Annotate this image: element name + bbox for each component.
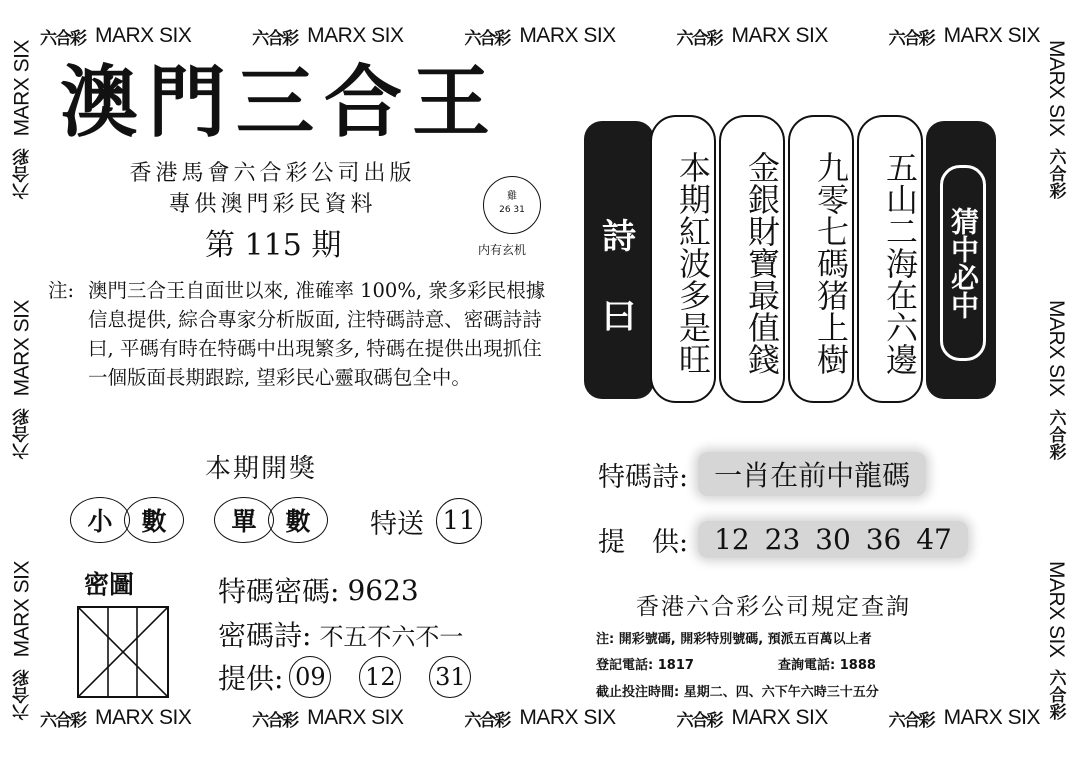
secret-chart-label: 密圖 <box>84 570 135 599</box>
poem-line: 五山二海在六邊 <box>881 151 919 375</box>
secret-poem-label: 密碼詩: <box>218 619 312 652</box>
issue-number: 第 115 期 <box>205 228 342 263</box>
watermark-logo: 六合彩 <box>888 28 934 49</box>
rules-note: 注: 開彩號碼, 開彩特別號碼, 預派五百萬以上者 <box>596 632 872 647</box>
watermark-text: MARX SIX <box>10 40 33 137</box>
watermark-bottom <box>40 700 1040 736</box>
watermark-logo: 六合彩 <box>1045 408 1066 460</box>
watermark-text: MARX SIX <box>943 24 1040 47</box>
watermark-logo: 六合彩 <box>676 710 722 731</box>
secret-code-label: 特碼密碼: <box>218 575 340 608</box>
watermark-text: MARX SIX <box>519 706 616 729</box>
watermark-text: MARX SIX <box>307 24 404 47</box>
watermark-logo: 六合彩 <box>252 28 298 49</box>
oval-number: 數 <box>124 497 184 543</box>
seal-zodiac: 雞 <box>507 191 517 202</box>
watermark-unit <box>40 706 191 731</box>
cap-char: 曰 <box>602 297 636 337</box>
rules-register-phone: 登記電話: 1817 <box>596 658 694 673</box>
cap-slogan: 猜中必中 <box>940 165 986 361</box>
watermark-text: MARX SIX <box>95 24 192 47</box>
supply-number: 09 <box>289 656 331 698</box>
cap-char: 詩 <box>602 217 636 257</box>
watermark-logo: 六合彩 <box>1045 668 1066 720</box>
scroll-cap-right <box>926 121 996 399</box>
supply-label: 提供: <box>218 662 284 695</box>
title-char: 合 <box>323 57 402 148</box>
tema-poem-row <box>598 452 926 496</box>
award-title: 本期開獎 <box>205 454 318 484</box>
poem-column <box>650 115 716 403</box>
note-label: 注: <box>48 279 75 302</box>
poem-line: 九零七碼猪上樹 <box>812 151 850 375</box>
oval-odd: 單 <box>214 497 274 543</box>
provide-label: 提 供: <box>598 527 689 558</box>
tema-poem-label: 特碼詩: <box>598 461 689 493</box>
query-title: 香港六合彩公司規定查詢 <box>636 594 911 620</box>
watermark-logo: 六合彩 <box>12 408 33 460</box>
watermark-text: MARX SIX <box>943 706 1040 729</box>
title-char: 三 <box>235 57 314 148</box>
watermark-left <box>6 40 38 720</box>
poem-line: 本期紅波多是旺 <box>674 151 712 375</box>
watermark-text: MARX SIX <box>10 560 33 657</box>
watermark-unit <box>676 706 827 731</box>
watermark-top <box>40 18 1040 54</box>
watermark-logo: 六合彩 <box>676 28 722 49</box>
watermark-logo: 六合彩 <box>12 668 33 720</box>
secret-code-value: 9623 <box>347 573 419 607</box>
poem-column <box>788 115 854 403</box>
tema-poem-value: 一肖在前中龍碼 <box>698 452 926 496</box>
watermark-unit <box>1044 40 1069 199</box>
watermark-unit <box>252 706 403 731</box>
watermark-logo: 六合彩 <box>40 710 85 731</box>
hint-text: 内有玄机 <box>478 243 527 257</box>
watermark-text: MARX SIX <box>731 706 828 729</box>
watermark-unit <box>10 561 35 720</box>
watermark-unit <box>464 706 615 731</box>
watermark-text: MARX SIX <box>519 24 616 47</box>
poem-line: 金銀財寶最值錢 <box>743 151 781 375</box>
special-label: 特送 <box>370 508 424 540</box>
watermark-unit <box>10 300 35 459</box>
watermark-text: MARX SIX <box>10 300 33 397</box>
watermark-unit <box>1044 300 1069 459</box>
poem-scroll <box>584 115 996 403</box>
supply-number: 31 <box>429 656 471 698</box>
title-char: 澳 <box>60 57 139 148</box>
watermark-unit <box>889 24 1040 49</box>
watermark-text: MARX SIX <box>1045 560 1068 657</box>
watermark-unit <box>252 24 403 49</box>
watermark-unit <box>464 24 615 49</box>
watermark-logo: 六合彩 <box>1045 148 1066 200</box>
watermark-logo: 六合彩 <box>464 28 510 49</box>
oval-small: 小 <box>70 497 130 543</box>
watermark-unit <box>40 24 191 49</box>
rules-deadline: 截止投注時間: 星期二、四、六下午六時三十五分 <box>596 685 879 700</box>
supply-row <box>218 656 471 698</box>
special-gift <box>370 498 482 544</box>
secret-code-row <box>218 570 419 610</box>
secret-poem-value: 不五不六不一 <box>319 622 464 651</box>
award-ovals <box>70 496 328 544</box>
watermark-text: MARX SIX <box>731 24 828 47</box>
watermark-logo: 六合彩 <box>252 710 298 731</box>
watermark-unit <box>676 24 827 49</box>
note-block <box>48 276 553 392</box>
scroll-cap-left <box>584 121 654 399</box>
publisher-block <box>100 158 445 220</box>
watermark-unit <box>889 706 1040 731</box>
supply-number: 12 <box>359 656 401 698</box>
secret-poem-row <box>218 614 463 654</box>
title-char: 門 <box>147 57 226 148</box>
watermark-logo: 六合彩 <box>464 710 510 731</box>
watermark-logo: 六合彩 <box>888 710 934 731</box>
watermark-unit <box>10 40 35 199</box>
secret-chart <box>77 606 169 698</box>
special-number: 11 <box>436 498 482 544</box>
title-char: 王 <box>411 57 490 148</box>
provide-row <box>598 520 968 559</box>
publisher-line: 專供澳門彩民資料 <box>168 192 377 217</box>
rules-query-phone: 查詢電話: 1888 <box>778 658 876 673</box>
watermark-text: MARX SIX <box>1045 300 1068 397</box>
watermark-text: MARX SIX <box>95 706 192 729</box>
provide-numbers: 12 23 30 36 47 <box>698 521 968 558</box>
watermark-logo: 六合彩 <box>12 148 33 200</box>
watermark-unit <box>1044 561 1069 720</box>
page-title <box>60 58 490 148</box>
oval-number: 數 <box>268 497 328 543</box>
seal-numbers: 26 31 <box>499 205 525 215</box>
watermark-text: MARX SIX <box>1045 40 1068 137</box>
note-text: 澳門三合王自面世以來, 准確率 100%, 衆多彩民根據信息提供, 綜合專家分析版面, 注特碼詩意、密碼詩詩曰, 平碼有時在特碼中出現繁多, 特碼在提供出現抓住一個版面長期跟踪, 望彩民心靈取碼包全中。 <box>88 279 546 389</box>
poem-column <box>719 115 785 403</box>
watermark-text: MARX SIX <box>307 706 404 729</box>
poem-column <box>857 115 923 403</box>
watermark-logo: 六合彩 <box>40 28 85 49</box>
zodiac-seal <box>483 176 541 234</box>
publisher-line: 香港馬會六合彩公司出版 <box>129 161 416 186</box>
watermark-right <box>1040 40 1072 720</box>
